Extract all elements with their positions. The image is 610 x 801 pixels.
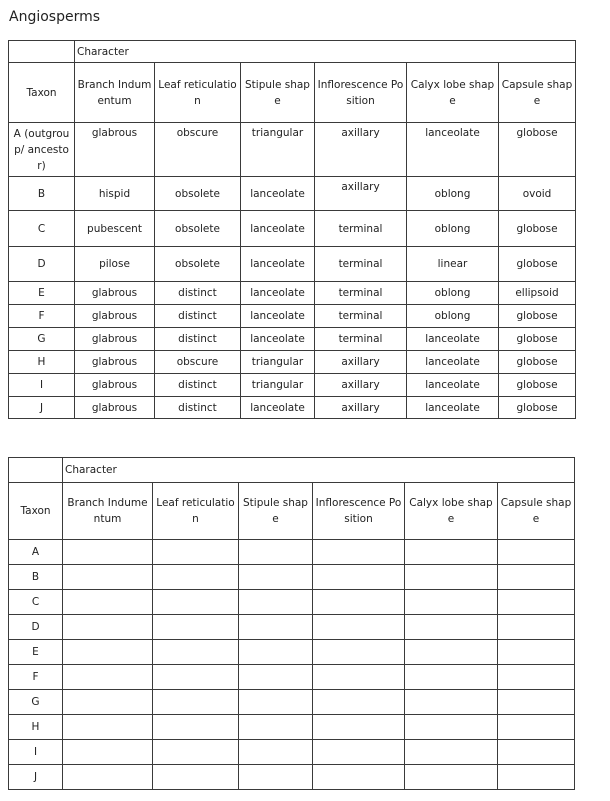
taxon-cell: D (9, 247, 75, 282)
taxon-cell: I (9, 374, 75, 397)
empty-cell[interactable] (63, 765, 153, 790)
empty-cell[interactable] (239, 590, 313, 615)
taxon-cell: G (9, 328, 75, 351)
table-row (9, 565, 575, 590)
header-taxon: Taxon (9, 483, 63, 540)
empty-cell[interactable] (63, 565, 153, 590)
taxon-cell: H (9, 715, 63, 740)
table-cell: globose (499, 123, 576, 177)
empty-cell[interactable] (239, 540, 313, 565)
table-cell: terminal (315, 305, 407, 328)
empty-cell[interactable] (405, 665, 498, 690)
table-cell: obsolete (155, 247, 241, 282)
table-cell: oblong (407, 282, 499, 305)
table-cell: pubescent (75, 211, 155, 247)
empty-cell[interactable] (63, 740, 153, 765)
table-cell: triangular (241, 374, 315, 397)
table-cell: oblong (407, 305, 499, 328)
table-cell: globose (499, 328, 576, 351)
table-cell: axillary (315, 374, 407, 397)
table-row (9, 374, 576, 397)
empty-cell[interactable] (405, 565, 498, 590)
table-cell: terminal (315, 247, 407, 282)
table-row (9, 177, 576, 211)
taxon-cell: A (9, 540, 63, 565)
empty-cell[interactable] (63, 590, 153, 615)
column-header-row (9, 483, 575, 540)
table-cell: obsolete (155, 177, 241, 211)
taxon-cell: C (9, 211, 75, 247)
character-header-row (9, 41, 576, 63)
table-cell: globose (499, 351, 576, 374)
table-cell: distinct (155, 282, 241, 305)
empty-cell[interactable] (498, 615, 575, 640)
empty-cell[interactable] (313, 665, 405, 690)
table-cell: glabrous (75, 328, 155, 351)
table-cell: axillary (315, 397, 407, 419)
taxon-cell: J (9, 397, 75, 419)
table-cell: triangular (241, 123, 315, 177)
table-cell: lanceolate (241, 282, 315, 305)
empty-cell[interactable] (239, 765, 313, 790)
table-cell: terminal (315, 211, 407, 247)
table-cell: lanceolate (241, 397, 315, 419)
empty-cell[interactable] (498, 565, 575, 590)
table-cell: obscure (155, 123, 241, 177)
empty-cell[interactable] (239, 565, 313, 590)
header-branch-indumentum: Branch Indumentum (63, 483, 153, 540)
empty-cell[interactable] (63, 665, 153, 690)
empty-cell[interactable] (498, 590, 575, 615)
empty-cell[interactable] (63, 540, 153, 565)
table-cell: lanceolate (407, 123, 499, 177)
header-stipule-shape: Stipule shape (239, 483, 313, 540)
table-cell: oblong (407, 211, 499, 247)
table-cell: axillary (315, 123, 407, 177)
header-branch-indumentum: Branch Indumentum (75, 63, 155, 123)
table-cell: distinct (155, 374, 241, 397)
table-cell: ellipsoid (499, 282, 576, 305)
table-cell: linear (407, 247, 499, 282)
header-inflorescence-position: Inflorescence Position (313, 483, 405, 540)
table-cell: glabrous (75, 374, 155, 397)
corner-cell (9, 41, 75, 63)
table-row (9, 540, 575, 565)
empty-cell[interactable] (498, 690, 575, 715)
empty-cell[interactable] (313, 565, 405, 590)
header-capsule-shape: Capsule shape (499, 63, 576, 123)
character-label: Character (75, 41, 576, 63)
table-cell: axillary (315, 351, 407, 374)
table-row (9, 351, 576, 374)
character-matrix-table (8, 40, 576, 419)
taxon-cell: C (9, 590, 63, 615)
empty-cell[interactable] (239, 615, 313, 640)
taxon-cell: E (9, 640, 63, 665)
empty-cell[interactable] (313, 590, 405, 615)
table-row (9, 123, 576, 177)
header-taxon: Taxon (9, 63, 75, 123)
page-title: Angiosperms (9, 9, 101, 25)
taxon-cell: F (9, 665, 63, 690)
table-cell: obsolete (155, 211, 241, 247)
table-cell: hispid (75, 177, 155, 211)
empty-cell[interactable] (239, 665, 313, 690)
empty-cell[interactable] (405, 765, 498, 790)
taxon-cell: J (9, 765, 63, 790)
taxon-cell: A (outgroup/ ancestor) (9, 123, 75, 177)
empty-cell[interactable] (498, 715, 575, 740)
header-inflorescence-position: Inflorescence Position (315, 63, 407, 123)
taxon-cell: I (9, 740, 63, 765)
empty-cell[interactable] (63, 690, 153, 715)
empty-cell[interactable] (498, 640, 575, 665)
table-cell: ovoid (499, 177, 576, 211)
table-cell: terminal (315, 282, 407, 305)
empty-cell[interactable] (153, 640, 239, 665)
taxon-cell: B (9, 565, 63, 590)
table-row (9, 690, 575, 715)
table-cell: glabrous (75, 305, 155, 328)
table-cell: distinct (155, 397, 241, 419)
table-cell: glabrous (75, 351, 155, 374)
header-calyx-lobe-shape: Calyx lobe shape (405, 483, 498, 540)
empty-cell[interactable] (313, 765, 405, 790)
empty-cell[interactable] (153, 765, 239, 790)
table-row (9, 665, 575, 690)
table-cell: lanceolate (407, 328, 499, 351)
table-cell: lanceolate (407, 374, 499, 397)
empty-cell[interactable] (405, 690, 498, 715)
taxon-cell: B (9, 177, 75, 211)
character-header-row (9, 458, 575, 483)
table-cell: lanceolate (407, 397, 499, 419)
empty-cell[interactable] (313, 640, 405, 665)
taxon-cell: D (9, 615, 63, 640)
empty-cell[interactable] (405, 590, 498, 615)
table-cell: triangular (241, 351, 315, 374)
empty-cell[interactable] (153, 665, 239, 690)
table-cell: glabrous (75, 397, 155, 419)
taxon-cell: E (9, 282, 75, 305)
corner-cell (9, 458, 63, 483)
taxon-cell: F (9, 305, 75, 328)
empty-cell[interactable] (153, 590, 239, 615)
table-cell: lanceolate (241, 247, 315, 282)
empty-cell[interactable] (405, 615, 498, 640)
table-row (9, 740, 575, 765)
blank-character-matrix-table (8, 457, 575, 790)
table-row (9, 640, 575, 665)
table-cell: axillary (315, 177, 407, 211)
empty-cell[interactable] (313, 740, 405, 765)
table-cell: globose (499, 397, 576, 419)
table-cell: distinct (155, 305, 241, 328)
empty-cell[interactable] (405, 740, 498, 765)
empty-cell[interactable] (498, 765, 575, 790)
empty-cell[interactable] (239, 740, 313, 765)
empty-cell[interactable] (153, 615, 239, 640)
table-row (9, 615, 575, 640)
table-cell: terminal (315, 328, 407, 351)
table-row (9, 328, 576, 351)
table-cell: pilose (75, 247, 155, 282)
empty-cell[interactable] (405, 640, 498, 665)
empty-cell[interactable] (63, 615, 153, 640)
table-row (9, 305, 576, 328)
character-label: Character (63, 458, 575, 483)
table-cell: lanceolate (241, 177, 315, 211)
empty-cell[interactable] (313, 540, 405, 565)
empty-cell[interactable] (63, 715, 153, 740)
empty-cell[interactable] (313, 615, 405, 640)
table-cell: lanceolate (241, 328, 315, 351)
table-row (9, 247, 576, 282)
table-row (9, 397, 576, 419)
table-cell: lanceolate (407, 351, 499, 374)
empty-cell[interactable] (153, 715, 239, 740)
table-cell: glabrous (75, 282, 155, 305)
header-leaf-reticulation: Leaf reticulation (155, 63, 241, 123)
table-cell: globose (499, 305, 576, 328)
empty-cell[interactable] (313, 690, 405, 715)
table-cell: glabrous (75, 123, 155, 177)
empty-cell[interactable] (405, 715, 498, 740)
table-row (9, 211, 576, 247)
empty-cell[interactable] (153, 690, 239, 715)
table-cell: globose (499, 211, 576, 247)
header-capsule-shape: Capsule shape (498, 483, 575, 540)
empty-cell[interactable] (498, 540, 575, 565)
table-cell: lanceolate (241, 305, 315, 328)
header-leaf-reticulation: Leaf reticulation (153, 483, 239, 540)
header-calyx-lobe-shape: Calyx lobe shape (407, 63, 499, 123)
table-row (9, 715, 575, 740)
table-cell: distinct (155, 328, 241, 351)
table-cell: obscure (155, 351, 241, 374)
table-cell: globose (499, 247, 576, 282)
empty-cell[interactable] (153, 740, 239, 765)
empty-cell[interactable] (153, 540, 239, 565)
taxon-cell: H (9, 351, 75, 374)
empty-cell[interactable] (405, 540, 498, 565)
table-row (9, 282, 576, 305)
table-cell: lanceolate (241, 211, 315, 247)
table-row (9, 765, 575, 790)
empty-cell[interactable] (498, 665, 575, 690)
taxon-cell: G (9, 690, 63, 715)
header-stipule-shape: Stipule shape (241, 63, 315, 123)
table-cell: globose (499, 374, 576, 397)
empty-cell[interactable] (239, 640, 313, 665)
table-cell: oblong (407, 177, 499, 211)
empty-cell[interactable] (498, 740, 575, 765)
empty-cell[interactable] (239, 690, 313, 715)
column-header-row (9, 63, 576, 123)
empty-cell[interactable] (313, 715, 405, 740)
empty-cell[interactable] (239, 715, 313, 740)
empty-cell[interactable] (153, 565, 239, 590)
table-row (9, 590, 575, 615)
empty-cell[interactable] (63, 640, 153, 665)
